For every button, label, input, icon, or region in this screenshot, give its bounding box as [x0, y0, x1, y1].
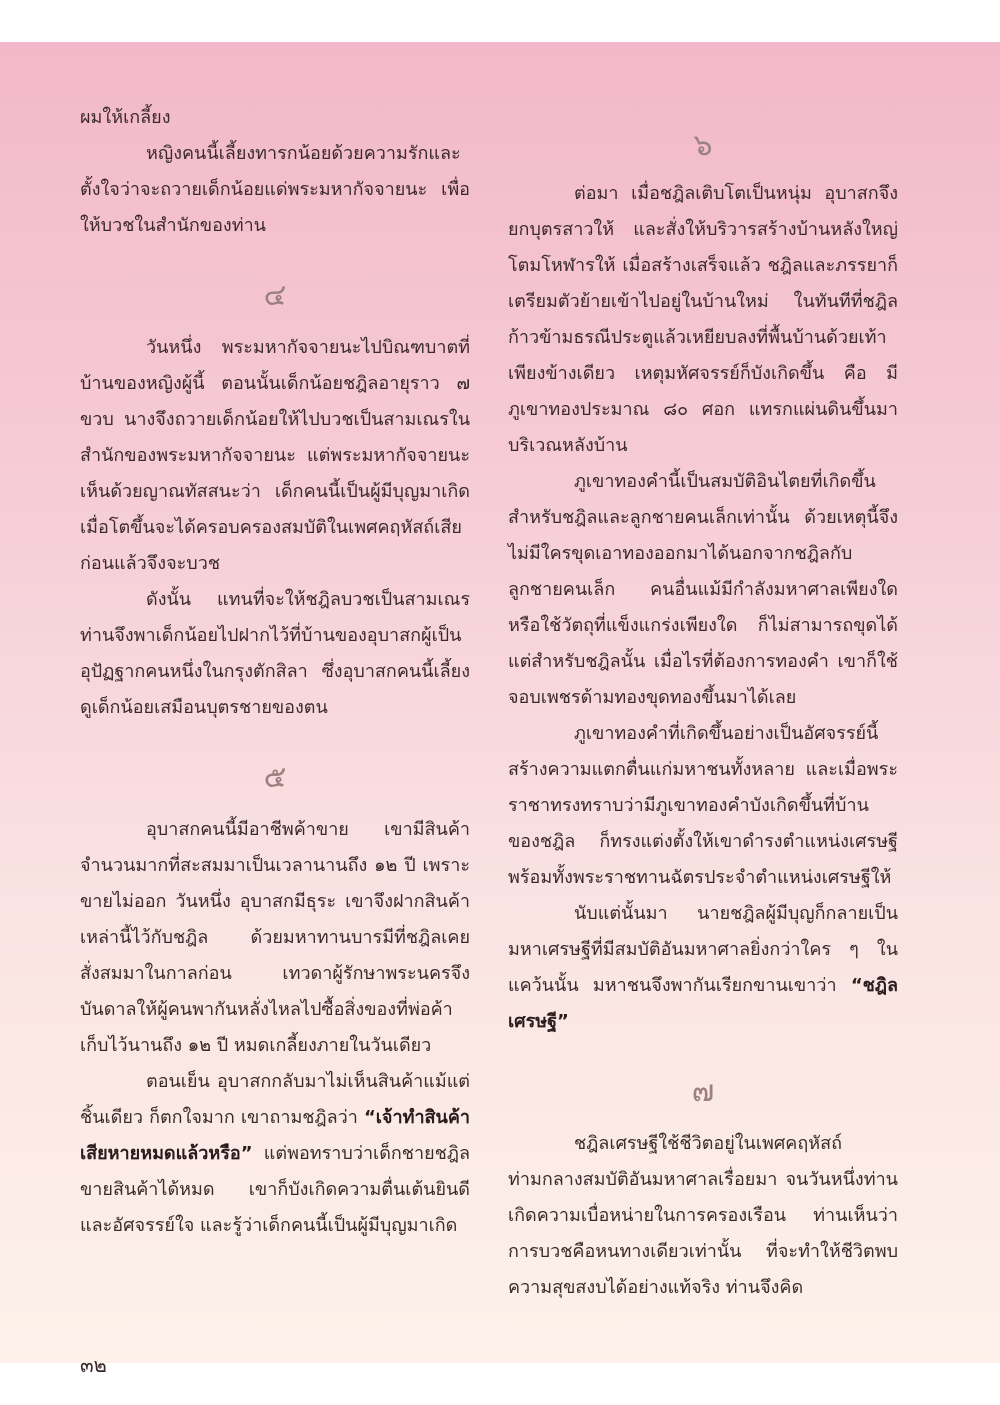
page-number: ๓๒: [80, 1353, 107, 1377]
section-5-paragraph-2: [80, 1064, 470, 1244]
section-6-paragraph-4-start: นับแต่นั้นมา นายชฎิลผู้มีบุญก็กลายเป็นมหาเศรษฐีที่มีสมบัติอันมหาศาลยิ่งกว่าใคร ๆ ในแคว้นนั้น มหาชนจึงพากันเรียกขานเขาว่า: [508, 903, 898, 996]
section-5-paragraph-1: อุบาสกคนนี้มีอาชีพค้าขาย เขามีสินค้าจำนวนมากที่สะสมมาเป็นเวลานานถึง ๑๒ ปี เพราะขายไม่ออก วันหนึ่ง อุบาสกมีธุระ เขาจึงฝากสินค้าเหล่านี้ไว้กับชฎิล ด้วยมหาทานบารมีที่ชฎิลเคยสั่งสมมาในกาลก่อน เทวดาผู้รักษาพระนครจึงบันดาลให้ผู้คนพากันหลั่งไหลไปซื้อสิ่งของที่พ่อค้าเก็บไว้นานถึง ๑๒ ปี หมดเกลี้ยงภายในวันเดียว: [80, 819, 470, 1056]
section-4-paragraph-2: ดังนั้น แทนที่จะให้ชฎิลบวชเป็นสามเณร ท่านจึงพาเด็กน้อยไปฝากไว้ที่บ้านของอุบาสกผู้เป็นอุปัฏฐากคนหนึ่งในกรุงตักสิลา ซึ่งอุบาสกคนนี้เลี้ยงดูเด็กน้อยเสมือนบุตรชายของตน: [80, 589, 470, 718]
section-number-5: ๕: [263, 760, 287, 795]
section-6-paragraph-4: [508, 896, 898, 1040]
section-7-paragraph-1: ชฎิลเศรษฐีใช้ชีวิตอยู่ในเพศคฤหัสถ์ท่ามกลางสมบัติอันมหาศาลเรื่อยมา จนวันหนึ่งท่านเกิดความเบื่อหน่ายในการครองเรือน ท่านเห็นว่า การบวชคือหนทางเดียวเท่านั้น ที่จะทำให้ชีวิตพบความสุขสงบได้อย่างแท้จริง ท่านจึงคิด: [508, 1133, 898, 1298]
section-5-paragraph-2-end: แต่พอทราบว่าเด็กชายชฎิลขายสินค้าได้หมด เขาก็บังเกิดความตื่นเต้นยินดีและอัศจรรย์ใจ และรู้ว่าเด็กคนนี้เป็นผู้มีบุญมาเกิด: [80, 1143, 470, 1236]
title-quote-bold: “ชฎิลเศรษฐี”: [508, 975, 898, 1032]
section-number-6: ๖: [693, 128, 713, 163]
page-background: [0, 42, 1000, 1377]
intro-tail: ผมให้เกลี้ยง: [80, 107, 171, 128]
section-number-7: ๗: [691, 1074, 715, 1109]
quote-bold: “เจ้าทำสินค้าเสียหายหมดแล้วหรือ”: [80, 1107, 470, 1164]
section-6-paragraph-1: ต่อมา เมื่อชฎิลเติบโตเป็นหนุ่ม อุบาสกจึงยกบุตรสาวให้ และสั่งให้บริวารสร้างบ้านหลังใหญ่โตมโหฬารให้ เมื่อสร้างเสร็จแล้ว ชฎิลและภรรยาก็เตรียมตัวย้ายเข้าไปอยู่ในบ้านใหม่ ในทันทีที่ชฎิลก้าวข้ามธรณีประตูแล้วเหยียบลงที่พื้นบ้านด้วยเท้าเพียงข้างเดียว เหตุมหัศจรรย์ก็บังเกิดขึ้น คือ มีภูเขาทองประมาณ ๘๐ ศอก แทรกแผ่นดินขึ้นมาบริเวณหลังบ้าน: [508, 183, 898, 456]
intro-paragraph: หญิงคนนี้เลี้ยงทารกน้อยด้วยความรักและตั้งใจว่าจะถวายเด็กน้อยแด่พระมหากัจจายนะ เพื่อให้บวชในสำนักของท่าน: [80, 143, 470, 236]
section-4-paragraph-1: วันหนึ่ง พระมหากัจจายนะไปบิณฑบาตที่บ้านของหญิงผู้นี้ ตอนนั้นเด็กน้อยชฎิลอายุราว ๗ ขวบ นางจึงถวายเด็กน้อยให้ไปบวชเป็นสามเณรในสำนักของพระมหากัจจายนะ แต่พระมหากัจจายนะเห็นด้วยญาณทัสสนะว่า เด็กคนนี้เป็นผู้มีบุญมาเกิด เมื่อโตขึ้นจะได้ครอบครองสมบัติในเพศคฤหัสถ์เสียก่อนแล้วจึงจะบวช: [80, 337, 470, 574]
section-6-paragraph-3: ภูเขาทองคำที่เกิดขึ้นอย่างเป็นอัศจรรย์นี้ สร้างความแตกตื่นแก่มหาชนทั้งหลาย และเมื่อพระราชาทรงทราบว่ามีภูเขาทองคำบังเกิดขึ้นที่บ้านของชฎิล ก็ทรงแต่งตั้งให้เขาดำรงตำแหน่งเศรษฐี พร้อมทั้งพระราชทานฉัตรประจำตำแหน่งเศรษฐีให้: [508, 723, 898, 888]
section-5-paragraph-2-start: ตอนเย็น อุบาสกกลับมาไม่เห็นสินค้าแม้แต่ชิ้นเดียว ก็ตกใจมาก เขาถามชฎิลว่า: [80, 1071, 470, 1128]
section-6-paragraph-2: ภูเขาทองคำนี้เป็นสมบัติอินไตยที่เกิดขึ้นสำหรับชฎิลและลูกชายคนเล็กเท่านั้น ด้วยเหตุนี้จึงไม่มีใครขุดเอาทองออกมาได้นอกจากชฎิลกับลูกชายคนเล็ก คนอื่นแม้มีกำลังมหาศาลเพียงใด หรือใช้วัตถุที่แข็งแกร่งเพียงใด ก็ไม่สามารถขุดได้ แต่สำหรับชฎิลนั้น เมื่อไรที่ต้องการทองคำ เขาก็ใช้จอบเพชรด้ามทองขุดทองขึ้นมาได้เลย: [508, 471, 898, 708]
left-column: [80, 100, 470, 1244]
right-column: [508, 128, 898, 1306]
section-number-4: ๔: [263, 278, 287, 313]
